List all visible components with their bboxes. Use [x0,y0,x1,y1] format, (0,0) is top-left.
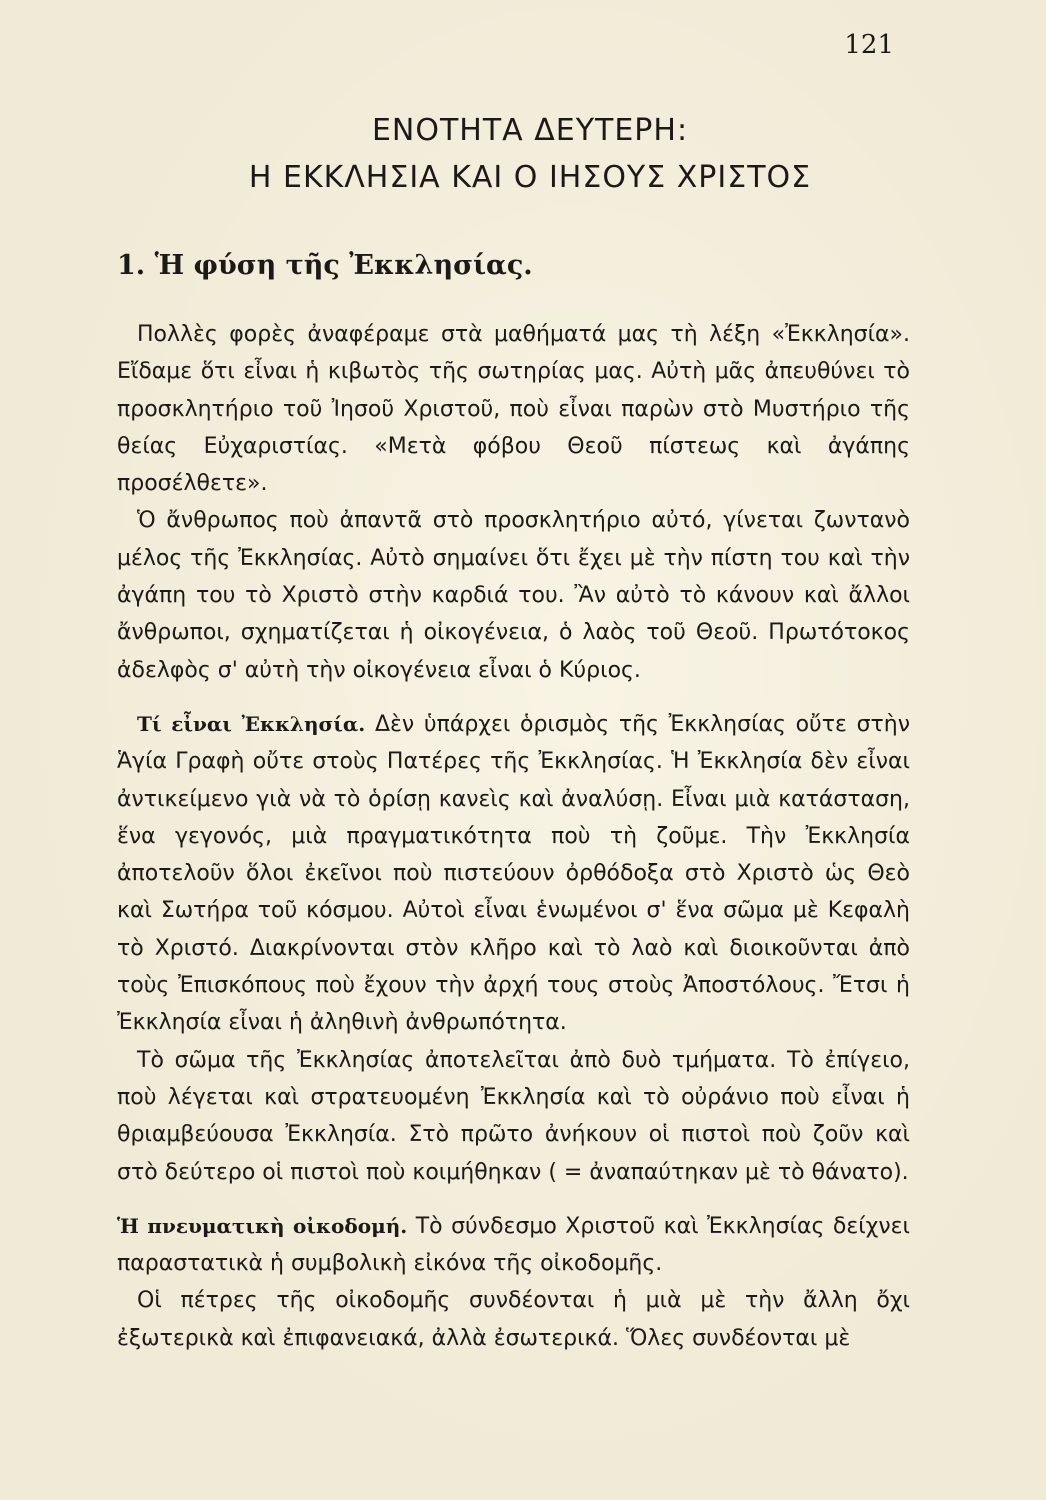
paragraph [117,502,910,688]
paragraph [117,316,910,502]
paragraph-text: Δὲν ὑπάρχει ὁρισμὸς τῆς Ἐκκλησίας οὔτε στὴν Ἁγία Γραφὴ οὔτε στοὺς Πατέρες τῆς Ἐκκλησίας. Ἡ Ἐκκλησία δὲν εἶναι ἀντικείμενο γιὰ νὰ τὸ ὁρίσῃ κανεὶς καὶ ἀναλύσῃ. Εἶναι μιὰ κατάσταση, ἕνα γεγονός, μιὰ πραγματικότητα ποὺ τὴ ζοῦμε. Τὴν Ἐκκλησία ἀποτελοῦν ὅλοι ἐκεῖνοι ποὺ πιστεύουν ὀρθόδοξα στὸ Χριστὸ ὡς Θεὸ καὶ Σωτήρα τοῦ κόσμου. Αὐτοὶ εἶναι ἑνωμένοι σ' ἕνα σῶμα μὲ Κεφαλὴ τὸ Χριστό. Διακρίνονται στὸν κλῆρο καὶ τὸ λαὸ καὶ διοικοῦνται ἀπὸ τοὺς Ἐπισκόπους ποὺ ἔχουν τὴν ἀρχή τους στοὺς Ἀποστόλους. Ἔτσι ἡ Ἐκκλησία εἶναι ἡ ἀληθινὴ ἀνθρωπότητα. [117,711,910,1036]
paragraph [117,706,910,1042]
paragraph-text: Ὁ ἄνθρωπος ποὺ ἀπαντᾶ στὸ προσκλητήριο αὐτό, γίνεται ζωντανὸ μέλος τῆς Ἐκκλησίας. Αὐτὸ σημαίνει ὅτι ἔχει μὲ τὴν πίστη του καὶ τὴν ἀγάπη του τὸ Χριστὸ στὴν καρδιά του. Ἂν αὐτὸ τὸ κάνουν καὶ ἄλλοι ἄνθρωποι, σχηματίζεται ἡ οἰκογένεια, ὁ λαὸς τοῦ Θεοῦ. Πρωτότοκος ἀδελφὸς σ' αὐτὴ τὴν οἰκογένεια εἶναι ὁ Κύριος. [117,508,910,683]
paragraph-text: Τὸ σῶμα τῆς Ἐκκλησίας ἀποτελεῖται ἀπὸ δυὸ τμήματα. Τὸ ἐπίγειο, ποὺ λέγεται καὶ στρατευομένη Ἐκκλησία καὶ τὸ οὐράνιο ποὺ εἶναι ἡ θριαμβεύουσα Ἐκκλησία. Στὸ πρῶτο ἀνήκουν οἱ πιστοὶ ποὺ ζοῦν καὶ στὸ δεύτερο οἱ πιστοὶ ποὺ κοιμήθηκαν ( = ἀναπαύτηκαν μὲ τὸ θάνατο). [117,1047,910,1185]
subsection-heading: Ἡ πνευματικὴ οἰκοδομή. [117,1213,408,1238]
paragraph-text: Οἱ πέτρες τῆς οἰκοδομῆς συνδέονται ἡ μιὰ μὲ τὴν ἄλλη ὄχι ἐξωτερικὰ καὶ ἐπιφανειακά, ἀλλὰ ἐσωτερικά. Ὅλες συνδέονται μὲ [117,1288,910,1351]
paragraph [117,1282,910,1357]
unit-title-line-2: Η ΕΚΚΛΗΣΙΑ ΚΑΙ Ο ΙΗΣΟΥΣ ΧΡΙΣΤΟΣ [248,160,812,195]
unit-title-line-1: ΕΝΟΤΗΤΑ ΔΕΥΤΕΡΗ: [371,113,689,148]
paragraph-text: Πολλὲς φορὲς ἀναφέραμε στὰ μαθήματά μας τὴ λέξη «Ἐκκλησία». Εἴδαμε ὅτι εἶναι ἡ κιβωτὸς τῆς σωτηρίας μας. Αὐτὴ μᾶς ἀπευθύνει τὸ προσκλητήριο τοῦ Ἰησοῦ Χριστοῦ, ποὺ εἶναι παρὼν στὸ Μυστήριο τῆς θείας Εὐχαριστίας. «Μετὰ φόβου Θεοῦ πίστεως καὶ ἀγάπης προσέλθετε». [117,322,910,497]
subsection-heading: Τί εἶναι Ἐκκλησία. [137,711,366,736]
paragraph-text: Τὸ σύνδεσμο Χριστοῦ καὶ Ἐκκλησίας δείχνει παραστατικὰ ἡ συμβολικὴ εἰκόνα τῆς οἰκοδομῆς. [117,1213,910,1277]
paragraph [117,1208,910,1283]
section-heading: 1. Ἡ φύση τῆς Ἐκκλησίας. [117,250,533,281]
page-number: 121 [844,30,894,60]
paragraph [117,1042,910,1191]
body-text [117,316,910,1357]
